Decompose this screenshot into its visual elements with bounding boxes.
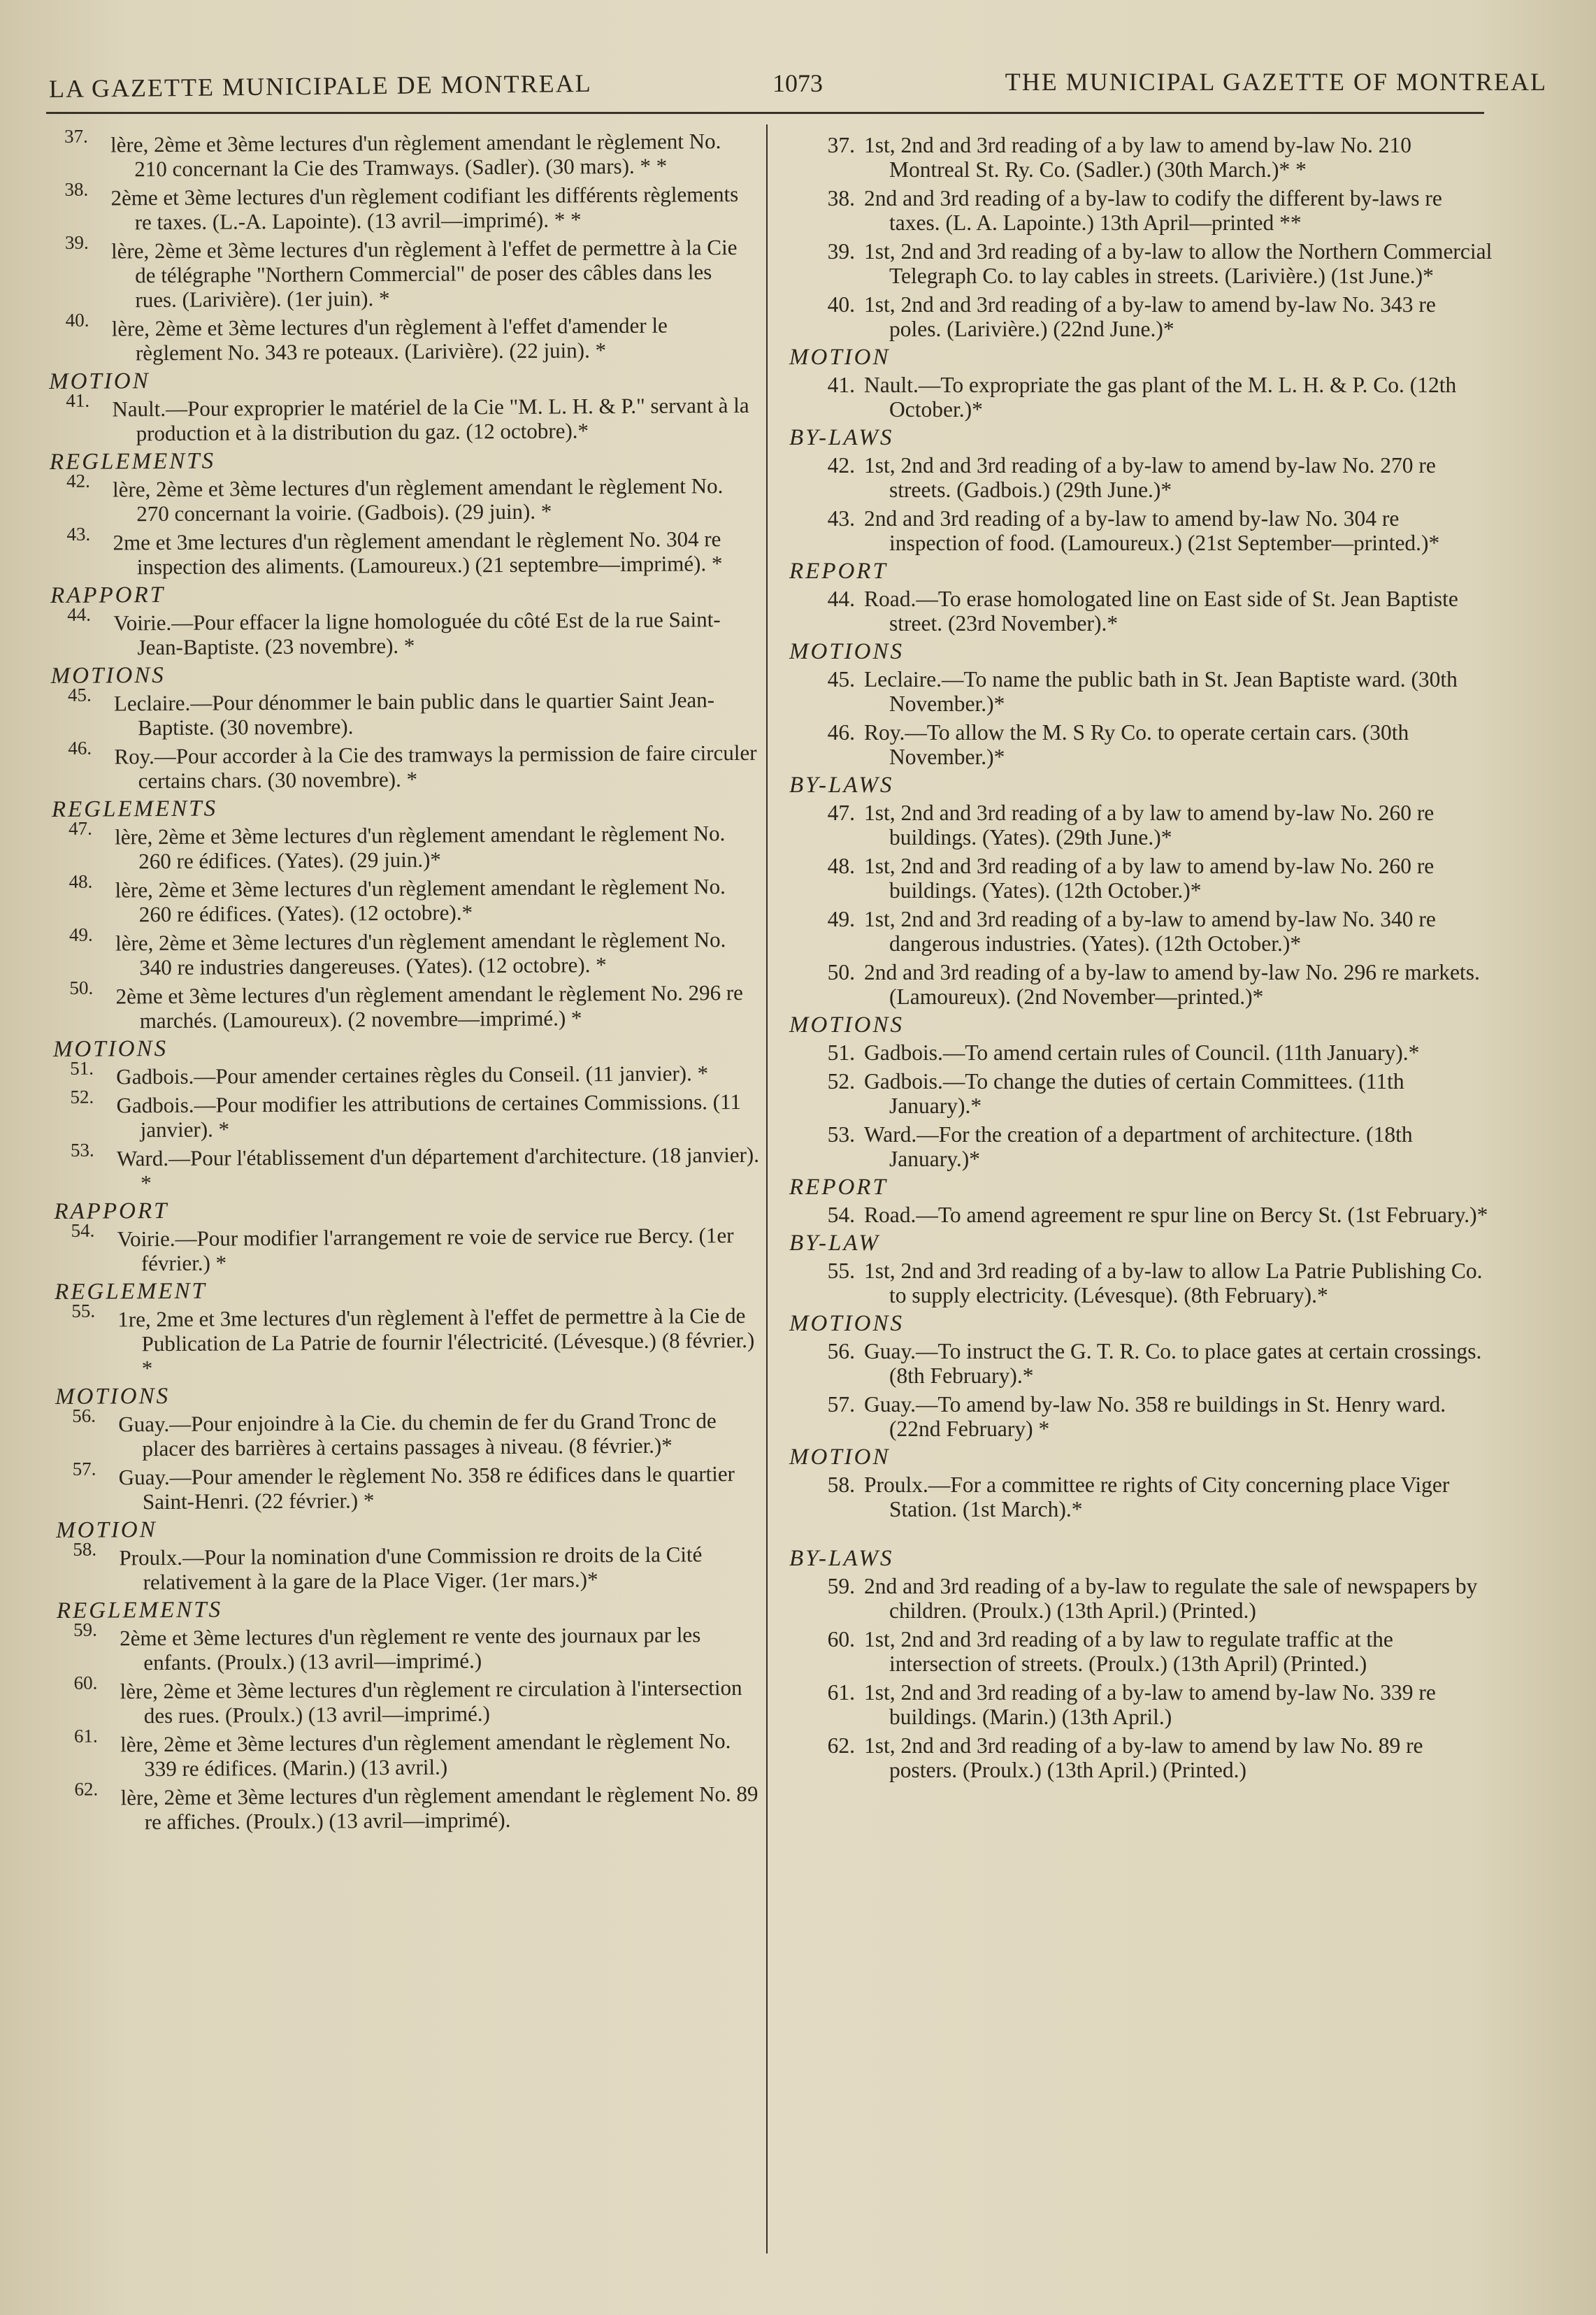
french-item-number: 60. (73, 1672, 98, 1693)
english-agenda-item (779, 854, 1493, 903)
english-item-number: 47. (827, 801, 855, 825)
english-item-text: 1st, 2nd and 3rd reading of a by-law to allow La Patrie Publishing Co. to supply electricity. (Lévesque). (8th February).* (864, 1259, 1483, 1307)
english-item-text: Ward.—For the creation of a department of architecture. (18th January.)* (864, 1122, 1413, 1171)
english-section-heading: REPORT (789, 559, 888, 584)
english-item-number: 46. (827, 720, 855, 745)
french-item-number: 54. (71, 1219, 95, 1241)
french-item-text: Voirie.—Pour effacer la ligne homologuée du côté Est de la rue Saint-Jean-Baptiste. (23 novembre). * (113, 607, 721, 660)
english-section-heading: REPORT (789, 1175, 888, 1200)
english-agenda-item (779, 1259, 1493, 1307)
english-agenda-item (779, 1069, 1493, 1118)
english-item-number: 42. (827, 453, 855, 478)
french-section-heading: RAPPORT (54, 1198, 169, 1224)
english-item-text: 1st, 2nd and 3rd reading of a by law to amend by-law No. 260 re buildings. (Yates). (12th October.)* (864, 854, 1435, 903)
french-item-text: 2ème et 3ème lectures d'un règlement amendant le règlement No. 296 re marchés. (Lamoureux). (2 novembre—imprimé.) * (115, 980, 743, 1033)
french-item-text: lère, 2ème et 3ème lectures d'un règlement amendant le règlement No. 260 re édifices. (Yates). (12 octobre).* (115, 874, 726, 927)
french-item-number: 49. (69, 924, 93, 945)
english-item-text: 1st, 2nd and 3rd reading of a by-law to amend by-law No. 343 re poles. (Larivière.) (22nd June.)* (864, 292, 1436, 341)
english-item-number: 43. (827, 506, 855, 531)
french-item-text: Roy.—Pour accorder à la Cie des tramways la permission de faire circuler certains chars. (30 novembre). * (114, 740, 757, 794)
english-section-heading: BY-LAWS (789, 1546, 894, 1571)
french-agenda-item (49, 178, 755, 235)
english-agenda-item (779, 587, 1493, 636)
english-item-number: 56. (827, 1339, 855, 1363)
english-item-text: Roy.—To allow the M. S Ry Co. to operate certain cars. (30th November.)* (864, 720, 1409, 769)
page-header (42, 64, 1554, 113)
english-item-number: 45. (827, 667, 855, 691)
english-item-number: 61. (827, 1680, 855, 1705)
french-item-number: 37. (64, 125, 88, 147)
french-item-text: 2me et 3me lectures d'un règlement amendant le règlement No. 304 re inspection des aliments. (Lamoureux.) (21 septembre—imprimé). * (113, 526, 723, 580)
english-agenda-item (779, 1680, 1493, 1729)
french-item-text: Leclaire.—Pour dénommer le bain public dans le quartier Saint Jean-Baptiste. (30 novembre). (113, 687, 715, 740)
french-section-heading: REGLEMENTS (56, 1597, 223, 1624)
french-agenda-item (56, 1300, 763, 1381)
french-item-text: Gadbois.—Pour modifier les attributions de certaines Commissions. (11 janvier). * (116, 1089, 742, 1142)
french-item-number: 53. (70, 1139, 94, 1161)
english-item-number: 40. (827, 292, 855, 317)
french-agenda-item (57, 1458, 763, 1514)
french-section-heading: RAPPORT (50, 582, 166, 608)
french-item-number: 52. (70, 1086, 94, 1108)
english-agenda-item (779, 667, 1493, 716)
french-section-heading: MOTION (49, 368, 150, 395)
english-item-number: 62. (827, 1733, 855, 1758)
english-agenda-item (779, 292, 1493, 341)
english-item-number: 49. (827, 907, 855, 931)
french-item-number: 59. (73, 1619, 97, 1640)
english-item-text: 2nd and 3rd reading of a by-law to amend by-law No. 296 re markets. (Lamoureux). (2nd November—printed.)* (864, 960, 1480, 1009)
english-item-text: Guay.—To amend by-law No. 358 re buildings in St. Henry ward. (22nd February) * (864, 1392, 1446, 1441)
english-item-text: 1st, 2nd and 3rd reading of a by law to regulate traffic at the intersection of streets. (Proulx.) (13th April) (Printed.) (864, 1627, 1393, 1676)
french-item-number: 56. (72, 1405, 96, 1426)
french-agenda-item (52, 684, 759, 740)
english-item-text: 2nd and 3rd reading of a by-law to regulate the sale of newspapers by children. (Proulx.) (13th April.) (Printed.) (864, 1574, 1478, 1623)
page-number: 1073 (772, 69, 823, 97)
english-section-heading: BY-LAWS (789, 425, 894, 450)
french-item-number: 51. (70, 1057, 94, 1079)
english-agenda-item (779, 801, 1493, 850)
english-item-text: 1st, 2nd and 3rd reading of a by law to amend by-law No. 260 re buildings. (Yates). (29th June.)* (864, 801, 1435, 850)
french-agenda-item (51, 523, 757, 580)
english-agenda-item (779, 1392, 1493, 1441)
french-agenda-item (59, 1725, 765, 1782)
french-item-number: 50. (69, 977, 94, 998)
french-item-text: 2ème et 3ème lectures d'un règlement re vente des journaux par les enfants. (Proulx.) (13 avril—imprimé.) (120, 1622, 701, 1675)
french-item-text: lère, 2ème et 3ème lectures d'un règlement amendant le règlement No. 210 concernant la Cie des Tramways. (Sadler). (30 mars). * * (110, 129, 721, 182)
french-agenda-item (50, 389, 756, 446)
english-agenda-item (779, 1203, 1493, 1227)
english-item-number: 37. (827, 133, 855, 157)
column-divider (766, 124, 768, 2253)
english-agenda-item (779, 1472, 1493, 1521)
english-item-number: 39. (827, 239, 855, 264)
english-agenda-item (779, 506, 1493, 555)
french-agenda-item (57, 1538, 763, 1595)
english-agenda-item (779, 1627, 1493, 1676)
english-agenda-item (779, 239, 1493, 288)
english-item-number: 41. (827, 373, 855, 397)
english-item-text: 1st, 2nd and 3rd reading of a by-law to amend by-law No. 339 re buildings. (Marin.) (13th April.) (864, 1680, 1436, 1729)
french-agenda-item (52, 603, 758, 660)
french-item-text: lère, 2ème et 3ème lectures d'un règlement re circulation à l'intersection des rues. (Proulx.) (13 avril—imprimé.) (120, 1675, 742, 1728)
english-item-number: 48. (827, 854, 855, 878)
french-item-number: 62. (74, 1778, 99, 1800)
french-item-text: lère, 2ème et 3ème lectures d'un règlement amendant le règlement No. 89 re affiches. (Proulx.) (13 avril—imprimé). (120, 1781, 759, 1835)
french-agenda-item (55, 1086, 761, 1142)
english-agenda-item (779, 1574, 1493, 1623)
french-section-heading: MOTIONS (52, 1035, 168, 1062)
english-item-text: 1st, 2nd and 3rd reading of a by-law to amend by law No. 89 re posters. (Proulx.) (13th April.) (Printed.) (864, 1733, 1423, 1782)
english-agenda-item (779, 1040, 1493, 1065)
french-column (49, 125, 765, 1839)
french-item-text: Nault.—Pour exproprier le matériel de la Cie "M. L. H. & P." servant à la production et à la distribution du gaz. (12 octobre).* (112, 392, 749, 446)
english-section-heading: MOTIONS (789, 639, 905, 664)
header-title-english: THE MUNICIPAL GAZETTE OF MONTREAL (1005, 68, 1547, 96)
french-item-text: lère, 2ème et 3ème lectures d'un règlement amendant le règlement No. 340 re industries dangereuses. (Yates). (12 octobre). * (115, 927, 726, 980)
english-section-heading: BY-LAW (789, 1231, 880, 1256)
english-item-number: 53. (827, 1122, 855, 1147)
french-item-text: Guay.—Pour enjoindre à la Cie. du chemin de fer du Grand Tronc de placer des barrières à certains passages à niveau. (8 février.)* (118, 1408, 717, 1461)
english-item-text: Road.—To amend agreement re spur line on Bercy St. (1st February.)* (864, 1203, 1488, 1227)
english-agenda-item (779, 1733, 1493, 1782)
french-agenda-item (51, 470, 757, 526)
french-section-heading: REGLEMENTS (51, 796, 218, 822)
french-item-number: 61. (73, 1725, 98, 1747)
english-item-text: 2nd and 3rd reading of a by-law to codify the different by-laws re taxes. (L. A. Lapointe.) 13th April—printed ** (864, 186, 1442, 235)
french-item-number: 41. (66, 389, 90, 411)
english-agenda-item (779, 373, 1493, 422)
english-item-number: 58. (827, 1472, 855, 1497)
english-agenda-item (779, 1339, 1493, 1388)
french-section-heading: MOTIONS (50, 662, 166, 689)
french-item-text: 1re, 2me et 3me lectures d'un règlement à l'effet de permettre à la Cie de Publication de La Patrie de fournir l'électricité. (Lévesque.) (8 février.) * (117, 1303, 755, 1381)
english-item-text: 1st, 2nd and 3rd reading of a by-law to amend by-law No. 270 re streets. (Gadbois.) (29th June.)* (864, 453, 1436, 502)
french-agenda-item (55, 1139, 761, 1196)
english-section-heading: MOTIONS (789, 1311, 905, 1336)
english-item-number: 52. (827, 1069, 855, 1094)
french-item-text: lère, 2ème et 3ème lectures d'un règlement à l'effet d'amender le règlement No. 343 re poteaux. (Larivière). (22 juin). * (111, 313, 668, 366)
french-item-text: lère, 2ème et 3ème lectures d'un règlement amendant le règlement No. 260 re édifices. (Yates). (29 juin.)* (115, 821, 726, 874)
french-item-text: lère, 2ème et 3ème lectures d'un règlement à l'effet de permettre à la Cie de télégraphe "Northern Commercial" de poser des câbles dans les rues. (Larivière). (1er juin). * (110, 234, 738, 313)
french-item-number: 45. (67, 684, 92, 705)
french-item-number: 58. (73, 1538, 97, 1560)
english-item-number: 59. (827, 1574, 855, 1598)
english-item-text: Guay.—To instruct the G. T. R. Co. to place gates at certain crossings. (8th February).* (864, 1339, 1482, 1388)
english-item-text: Proulx.—For a committee re rights of City concerning place Viger Station. (1st March).* (864, 1472, 1450, 1521)
french-agenda-item (55, 1057, 761, 1089)
english-item-text: 1st, 2nd and 3rd reading of a by-law to allow the Northern Commercial Telegraph Co. to lay cables in streets. (Larivière.) (1st June.)* (864, 239, 1493, 288)
french-agenda-item (52, 737, 759, 794)
english-agenda-item (779, 186, 1493, 235)
french-item-text: Proulx.—Pour la nomination d'une Commission re droits de la Cité relativement à la gare de la Place Viger. (1er mars.)* (119, 1542, 703, 1595)
french-agenda-item (58, 1619, 764, 1675)
english-item-text: 1st, 2nd and 3rd reading of a by law to amend by-law No. 210 Montreal St. Ry. Co. (Sadler.) (30th March.)* * (864, 133, 1411, 182)
french-agenda-item (59, 1778, 765, 1835)
english-item-number: 51. (827, 1040, 855, 1065)
french-item-text: lère, 2ème et 3ème lectures d'un règlement amendant le règlement No. 270 concernant la voirie. (Gadbois). (29 juin). * (113, 473, 724, 526)
french-item-number: 44. (67, 603, 92, 625)
english-agenda-item (779, 720, 1493, 769)
french-agenda-item (59, 1672, 765, 1728)
english-item-number: 57. (827, 1392, 855, 1417)
french-item-text: Guay.—Pour amender le règlement No. 358 re édifices dans le quartier Saint-Henri. (22 février.) * (118, 1461, 735, 1514)
french-section-heading: MOTION (56, 1517, 157, 1543)
english-section-heading: MOTION (789, 345, 891, 370)
header-rule (46, 112, 1484, 114)
english-agenda-item (779, 960, 1493, 1009)
english-item-number: 38. (827, 186, 855, 210)
french-item-number: 39. (64, 231, 89, 253)
english-item-text: 2nd and 3rd reading of a by-law to amend by-law No. 304 re inspection of food. (Lamoureux.) (21st September—printed.)* (864, 506, 1440, 555)
french-item-text: Gadbois.—Pour amender certaines règles du Conseil. (11 janvier). * (116, 1061, 709, 1089)
french-agenda-item (50, 309, 756, 366)
english-item-text: Gadbois.—To amend certain rules of Council. (11th January).* (864, 1040, 1420, 1065)
french-item-number: 40. (65, 309, 89, 331)
french-item-number: 48. (69, 870, 93, 892)
english-section-heading: BY-LAWS (789, 773, 894, 798)
header-title-french: LA GAZETTE MUNICIPALE DE MONTREAL (48, 69, 592, 103)
english-item-text: 1st, 2nd and 3rd reading of a by-law to amend by-law No. 340 re dangerous industries. (Yates). (12th October.)* (864, 907, 1436, 956)
french-item-number: 57. (72, 1458, 96, 1479)
english-agenda-item (779, 133, 1493, 182)
french-section-heading: MOTIONS (55, 1383, 171, 1410)
french-item-text: lère, 2ème et 3ème lectures d'un règlement amendant le règlement No. 339 re édifices. (Marin.) (13 avril.) (120, 1728, 731, 1782)
french-item-text: 2ème et 3ème lectures d'un règlement codifiant les différents règlements re taxes. (L.-A. Lapointe). (13 avril—imprimé). * * (110, 181, 739, 235)
french-agenda-item (50, 231, 756, 313)
french-item-number: 38. (64, 178, 89, 200)
french-item-number: 47. (68, 817, 92, 839)
french-item-number: 43. (66, 523, 91, 545)
english-agenda-item (779, 453, 1493, 502)
french-agenda-item (54, 870, 760, 927)
french-agenda-item (54, 924, 760, 980)
english-item-text: Road.—To erase homologated line on East side of St. Jean Baptiste street. (23rd November).* (864, 587, 1458, 636)
english-item-number: 50. (827, 960, 855, 984)
french-item-text: Voirie.—Pour modifier l'arrangement re voie de service rue Bercy. (1er février.) * (117, 1223, 734, 1276)
english-column (779, 133, 1493, 1786)
french-item-number: 55. (71, 1300, 96, 1321)
english-item-number: 44. (827, 587, 855, 611)
english-item-text: Nault.—To expropriate the gas plant of the M. L. H. & P. Co. (12th October.)* (864, 373, 1457, 422)
english-section-heading: MOTION (789, 1445, 891, 1470)
english-section-heading: MOTIONS (789, 1012, 905, 1038)
english-agenda-item (779, 907, 1493, 956)
french-section-heading: REGLEMENT (55, 1278, 207, 1305)
english-spacer (779, 1526, 1493, 1544)
french-agenda-item (56, 1219, 762, 1276)
english-item-number: 60. (827, 1627, 855, 1651)
french-agenda-item (53, 817, 759, 874)
french-item-number: 46. (68, 737, 92, 759)
french-agenda-item (49, 125, 755, 182)
french-item-number: 42. (66, 470, 90, 492)
english-item-text: Gadbois.—To change the duties of certain Committees. (11th January).* (864, 1069, 1404, 1118)
english-item-text: Leclaire.—To name the public bath in St. Jean Baptiste ward. (30th November.)* (864, 667, 1458, 716)
french-section-heading: REGLEMENTS (49, 448, 216, 475)
french-agenda-item (57, 1405, 763, 1461)
french-agenda-item (54, 977, 760, 1033)
english-item-number: 54. (827, 1203, 855, 1227)
english-item-number: 55. (827, 1259, 855, 1283)
french-item-text: Ward.—Pour l'établissement d'un département d'architecture. (18 janvier). * (116, 1142, 760, 1196)
english-agenda-item (779, 1122, 1493, 1171)
